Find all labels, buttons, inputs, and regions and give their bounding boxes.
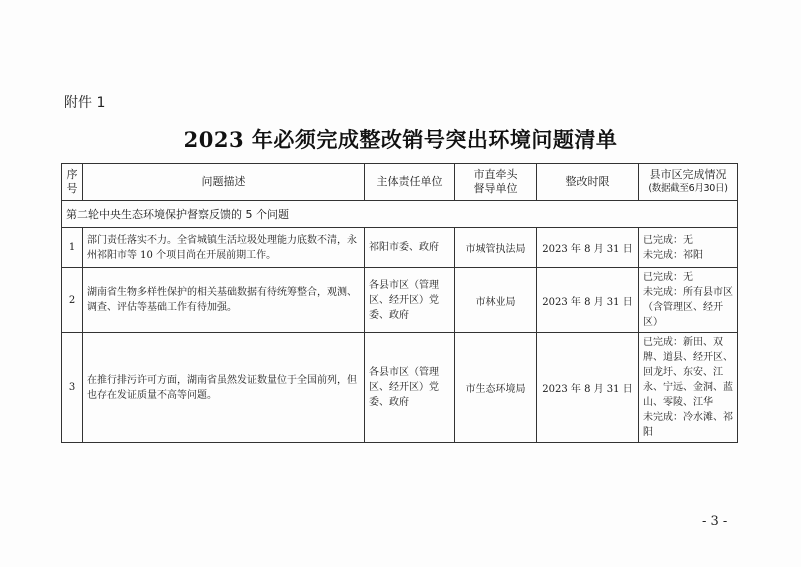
table-row <box>62 333 738 443</box>
attachment-label: 附件 1 <box>64 95 106 111</box>
header-lead-line1: 市直牵头 <box>473 168 518 181</box>
row-num: 1 <box>62 228 83 268</box>
row-responsible: 各县市区（管理区、经开区）党委、政府 <box>365 333 455 443</box>
row-deadline: 2023 年 8 月 31 日 <box>537 333 639 443</box>
header-num: 序号 <box>62 164 83 201</box>
header-deadline: 整改时限 <box>537 164 639 201</box>
row-responsible: 各县市区（管理区、经开区）党委、政府 <box>365 268 455 333</box>
row-description: 湖南省生物多样性保护的相关基础数据有待统筹整合，观测、调查、评估等基础工作有待加强。 <box>83 268 365 333</box>
header-status <box>639 164 738 201</box>
row-status: 已完成：新田、双牌、道县、经开区、回龙圩、东安、江永、宁远、金洞、蓝山、零陵、江华 未完成：冷水滩、祁阳 <box>639 333 738 443</box>
header-lead-line2: 督导单位 <box>473 182 518 195</box>
row-description: 部门责任落实不力。全省城镇生活垃圾处理能力底数不清，永州祁阳市等 10 个项目尚在开展前期工作。 <box>83 228 365 268</box>
row-deadline: 2023 年 8 月 31 日 <box>537 228 639 268</box>
table-header-row <box>62 164 738 201</box>
section-row <box>62 201 738 228</box>
header-lead-unit <box>455 164 537 201</box>
header-responsible: 主体责任单位 <box>365 164 455 201</box>
row-status: 已完成：无 未完成：所有县市区（含管理区、经开区） <box>639 268 738 333</box>
header-status-line1: 县市区完成情况 <box>649 168 727 181</box>
row-responsible: 祁阳市委、政府 <box>365 228 455 268</box>
row-lead-unit: 市林业局 <box>455 268 537 333</box>
row-description: 在推行排污许可方面，湖南省虽然发证数量位于全国前列，但也存在发证质量不高等问题。 <box>83 333 365 443</box>
row-lead-unit: 市生态环境局 <box>455 333 537 443</box>
row-num: 3 <box>62 333 83 443</box>
header-description: 问题描述 <box>83 164 365 201</box>
row-status: 已完成：无 未完成：祁阳 <box>639 228 738 268</box>
section-title: 第二轮中央生态环境保护督察反馈的 5 个问题 <box>62 201 738 228</box>
row-lead-unit: 市城管执法局 <box>455 228 537 268</box>
table-row <box>62 228 738 268</box>
document-title: 2023 年必须完成整改销号突出环境问题清单 <box>183 127 618 152</box>
table-row <box>62 268 738 333</box>
page-number: - 3 - <box>702 514 728 529</box>
header-status-line2: (数据截至6月30日) <box>648 183 728 194</box>
row-num: 2 <box>62 268 83 333</box>
row-deadline: 2023 年 8 月 31 日 <box>537 268 639 333</box>
issues-table <box>61 163 738 443</box>
